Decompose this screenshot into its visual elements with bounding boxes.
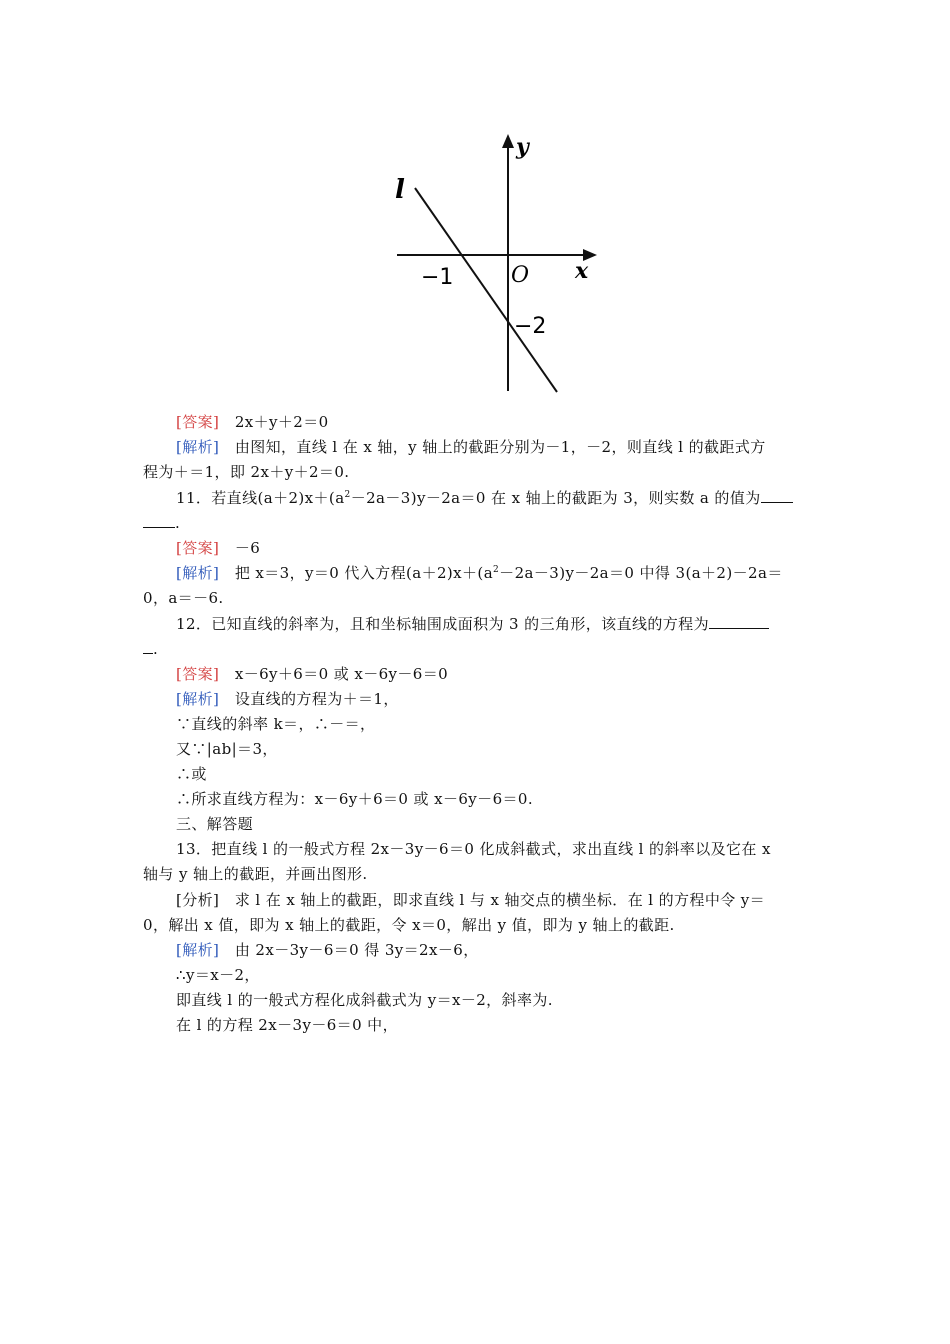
analysis-tag: [解析]	[176, 941, 220, 959]
q12-stem: 12．已知直线的斜率为，且和坐标轴围成面积为 3 的三角形，该直线的方程为	[176, 615, 709, 633]
y-intercept-label: −2	[514, 314, 547, 339]
q13-analysis-line-2: ∴y＝x－2，	[176, 966, 260, 984]
line-label: l	[395, 175, 405, 205]
q13-analysis-text: 由 2x－3y－6＝0 得 3y＝2x－6，	[234, 941, 479, 959]
q13-fenxi-line	[176, 888, 841, 913]
q12-stem-line	[176, 612, 841, 637]
q12-analysis-line-5: ∴所求直线方程为：x－6y＋6＝0 或 x－6y－6＝0.	[176, 790, 534, 808]
q12-answer: x－6y＋6＝0 或 x－6y－6＝0	[234, 665, 449, 683]
answer-tag: [答案]	[176, 665, 220, 683]
q11-analysis-line-2: 0，a＝－6.	[143, 589, 224, 607]
q11-answer: －6	[234, 539, 261, 557]
coordinate-plane	[385, 128, 605, 398]
q11-analysis-a: 把 x＝3，y＝0 代入方程(a＋2)x＋(a	[234, 564, 494, 582]
q13-stem-line-2: 轴与 y 轴上的截距，并画出图形.	[143, 865, 368, 883]
q10-analysis-line	[176, 435, 841, 460]
q11-answer-line	[176, 536, 841, 561]
q10-analysis-text: 由图知，直线 l 在 x 轴，y 轴上的截距分别为－1，－2，则直线 l 的截距式方	[234, 438, 766, 456]
analysis-tag: [解析]	[176, 564, 220, 582]
q13-fenxi-line-2: 0，解出 x 值，即为 x 轴上的截距，令 x＝0，解出 y 值，即为 y 轴上的截距.	[143, 916, 675, 934]
q11-stem-end: .	[175, 514, 181, 532]
q12-stem-end: .	[153, 640, 159, 658]
q12-analysis-line	[176, 687, 841, 712]
q13-stem-line: 13．把直线 l 的一般式方程 2x－3y－6＝0 化成斜截式，求出直线 l 的斜率以及它在 x	[176, 840, 771, 858]
q10-answer: 2x＋y＋2＝0	[234, 413, 329, 431]
line-graph-figure	[385, 128, 605, 398]
q13-analysis-line-3: 即直线 l 的一般式方程化成斜截式为 y＝x－2，斜率为.	[176, 991, 553, 1009]
q11-analysis-sup: 2	[493, 565, 500, 575]
q11-analysis-b: －2a－3)y－2a＝0 中得 3(a＋2)－2a＝	[499, 564, 783, 582]
q12-stem-line-2	[143, 637, 808, 662]
answer-tag: [答案]	[176, 413, 220, 431]
answer-blank	[709, 614, 769, 629]
fenxi-tag: [分析]	[176, 891, 220, 909]
q11-stem-a: 11．若直线(a＋2)x＋(a	[176, 489, 345, 507]
q13-fenxi-text: 求 l 在 x 轴上的截距，即求直线 l 与 x 轴交点的横坐标．在 l 的方程中令 y＝	[234, 891, 766, 909]
q13-analysis-line-4: 在 l 的方程 2x－3y－6＝0 中，	[176, 1016, 398, 1034]
q11-stem-b: －2a－3)y－2a＝0 在 x 轴上的截距为 3，则实数 a 的值为	[350, 489, 761, 507]
q11-stem-line	[176, 486, 841, 514]
analysis-tag: [解析]	[176, 690, 220, 708]
q12-answer-line	[176, 662, 841, 687]
y-axis-label: y	[516, 134, 529, 160]
x-axis-label: x	[575, 258, 589, 284]
q12-analysis-text: 设直线的方程为＋＝1，	[234, 690, 399, 708]
section-title: 三、解答题	[176, 815, 254, 833]
q12-analysis-line-3: 又∵|ab|＝3，	[176, 740, 278, 758]
y-axis-arrow-icon	[502, 134, 514, 148]
q11-analysis-line	[176, 561, 841, 589]
x-intercept-label: −1	[421, 265, 454, 290]
analysis-tag: [解析]	[176, 438, 220, 456]
q11-stem-sup: 2	[344, 490, 351, 500]
q13-analysis-line	[176, 938, 841, 963]
origin-label: O	[511, 263, 530, 288]
answer-blank	[761, 488, 793, 503]
line-l	[415, 188, 557, 392]
answer-blank-cont	[143, 639, 153, 654]
q12-analysis-line-4: ∴或	[176, 765, 207, 783]
q12-analysis-line-2: ∵直线的斜率 k＝，∴－＝，	[176, 715, 376, 733]
q11-stem-line-2	[143, 511, 808, 536]
answer-tag: [答案]	[176, 539, 220, 557]
answer-blank-cont	[143, 513, 175, 528]
q10-answer-line	[176, 410, 841, 435]
q10-analysis-line-2: 程为＋＝1，即 2x＋y＋2＝0.	[143, 463, 350, 481]
